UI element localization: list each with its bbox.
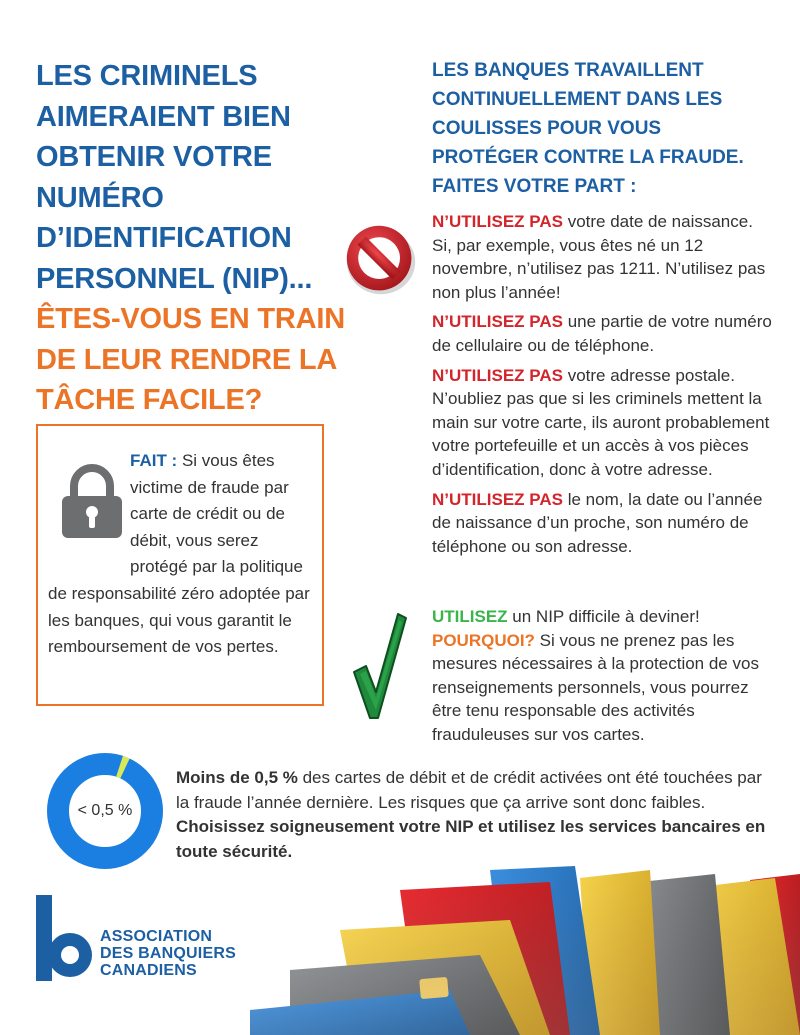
stat-text: des cartes de débit et de crédit activées ont été touchées par la fraude l’année dernière. Les risques que ça arrive sont donc faibles. (176, 768, 762, 812)
stat-lead: Moins de 0,5 % (176, 768, 298, 787)
banks-heading-line: CONTINUELLEMENT DANS LES (432, 89, 723, 110)
dont-text: votre adresse postale. N’oubliez pas que si les criminels mettent la main sur votre carte, ils auront probablement votre portefeuille et un accès à vos pièces d’identification, donc à votre adresse. (432, 365, 770, 479)
why-text: Si vous ne prenez pas les mesures nécessaires à la protection de vos renseignements personnels, vous pourrez être tenu responsable des activités frauduleuses sur vos cartes. (432, 630, 759, 744)
heading-line: AIMERAIENT BIEN (36, 100, 291, 133)
heading-question-line: ÊTES-VOUS EN TRAIN (36, 303, 345, 335)
dont-text: votre date de naissance. Si, par exemple, vous êtes né un 12 novembre, n’utilisez pas 1211. N’utilisez pas non plus l’année! (432, 212, 766, 302)
credit-cards-illustration (250, 860, 800, 1035)
banks-heading-line: FAITES VOTRE PART : (432, 176, 637, 197)
fact-label: FAIT : (130, 451, 178, 470)
dont-text: le nom, la date ou l’année de naissance d’un proche, son numéro de téléphone ou son adresse. (432, 489, 763, 556)
stat-paragraph (176, 766, 776, 864)
dont-text: une partie de votre numéro de cellulaire ou de téléphone. (432, 312, 772, 355)
logo-line: ASSOCIATION (100, 928, 213, 945)
prohibited-icon (343, 222, 419, 298)
stat-tail: Choisissez soigneusement votre NIP et utilisez les services bancaires en toute sécurité. (176, 817, 766, 861)
dont-item (432, 364, 772, 482)
logo-text (100, 928, 236, 979)
banks-heading-line: LES BANQUES TRAVAILLENT (432, 60, 704, 81)
use-text: un NIP difficile à deviner! (507, 607, 700, 626)
why-keyword: POURQUOI? (432, 630, 535, 650)
dont-item (432, 210, 772, 304)
fact-body: Si vous êtes victime de fraude par carte de crédit ou de débit, vous serez protégé par la politique de responsabilité zéro adoptée par les banques, qui vous garantit le remboursement de vos pertes. (48, 451, 310, 657)
heading-line: LES CRIMINELS (36, 60, 258, 92)
heading-line: D’IDENTIFICATION (36, 222, 292, 254)
dont-keyword: N’UTILISEZ PAS (432, 365, 563, 385)
heading-question-line: DE LEUR RENDRE LA (36, 343, 338, 376)
card-shine (250, 860, 800, 1035)
dont-keyword: N’UTILISEZ PAS (432, 489, 563, 509)
use-keyword: UTILISEZ (432, 607, 508, 626)
logo-line: CANADIENS (100, 962, 197, 979)
cba-logo (34, 893, 94, 985)
use-advice (432, 605, 772, 747)
heading-line: OBTENIR VOTRE NUMÉRO (36, 141, 272, 214)
donts-list (432, 210, 772, 564)
dont-keyword: N’UTILISEZ PAS (432, 212, 563, 231)
dont-keyword: N’UTILISEZ PAS (432, 312, 563, 332)
banks-heading (432, 56, 792, 201)
main-heading (36, 56, 396, 421)
logo-line: DES BANQUIERS (100, 945, 236, 962)
donut-label: < 0,5 % (77, 802, 133, 819)
checkmark-icon (352, 610, 408, 720)
banks-heading-line: COULISSES POUR VOUS (432, 118, 662, 139)
fact-box (36, 424, 324, 706)
banks-heading-line: PROTÉGER CONTRE LA FRAUDE. (432, 147, 744, 168)
heading-line: PERSONNEL (NIP)... (36, 262, 313, 295)
fact-text (48, 448, 318, 661)
dont-item (432, 488, 772, 559)
dont-item (432, 310, 772, 357)
heading-question-line: TÂCHE FACILE? (36, 384, 263, 416)
